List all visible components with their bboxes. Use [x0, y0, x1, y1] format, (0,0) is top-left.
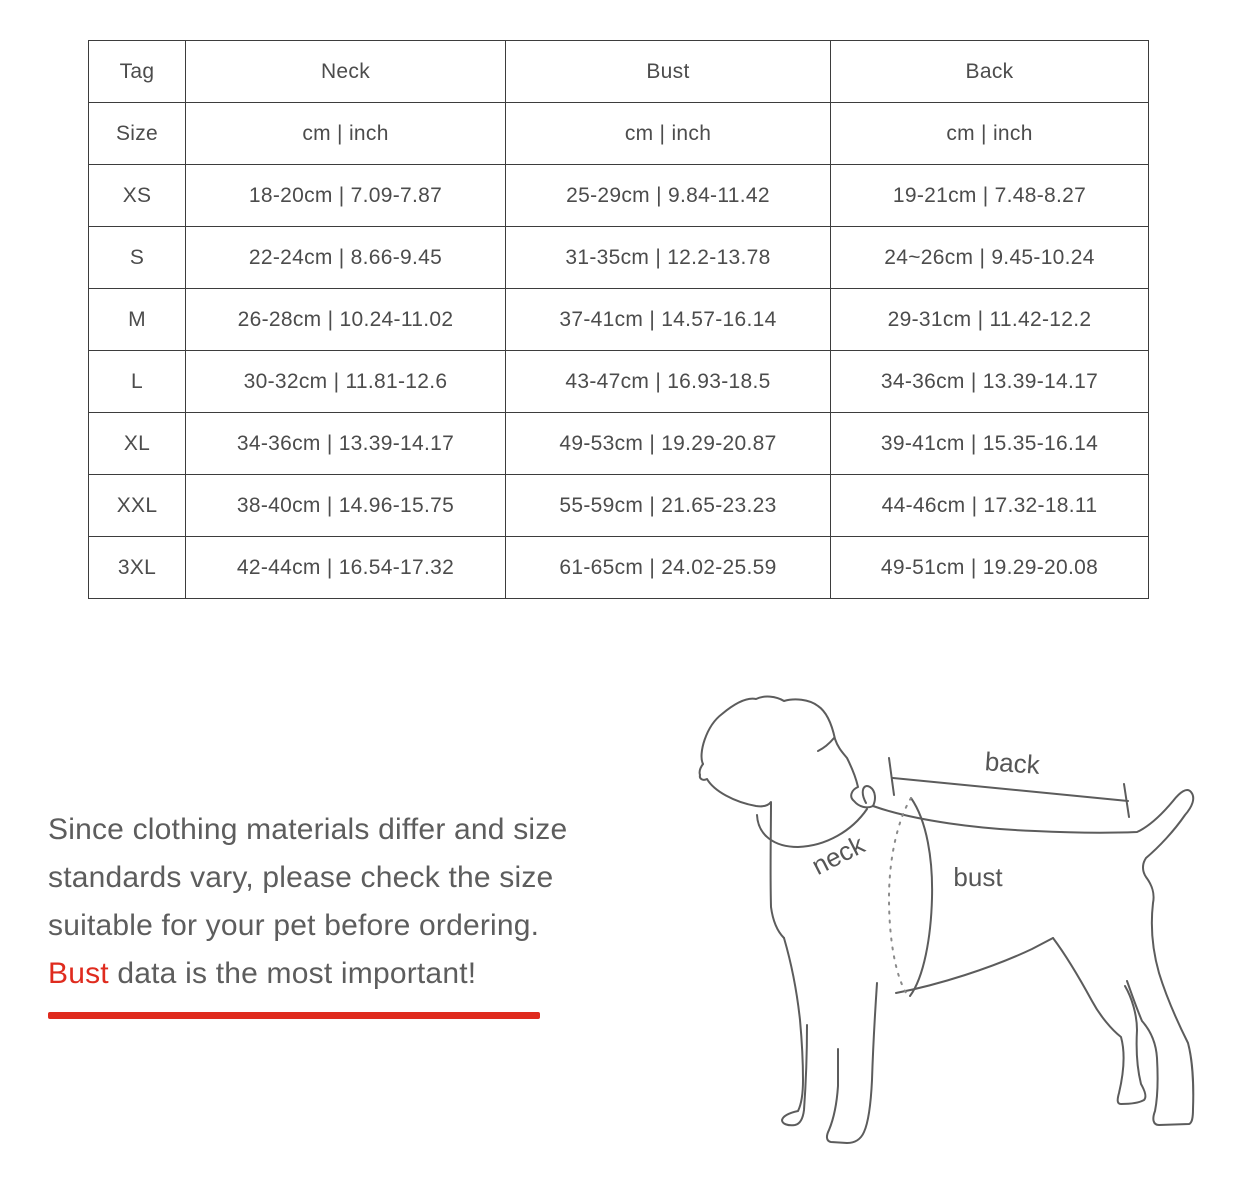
note-line-rest: data is the most important!: [108, 957, 477, 990]
table-header-row: [89, 41, 1149, 103]
header-back: Back: [831, 41, 1149, 103]
bust-girth-dashed: [889, 798, 911, 996]
size-cell: XXL: [89, 475, 186, 537]
dog-ear-line: [818, 738, 834, 751]
subheader-size: Size: [89, 103, 186, 165]
back-cell: 24~26cm | 9.45-10.24: [831, 227, 1149, 289]
bust-cell: 25-29cm | 9.84-11.42: [506, 165, 831, 227]
dog-head-outline: [702, 697, 873, 808]
bust-cell: 43-47cm | 16.93-18.5: [506, 351, 831, 413]
dog-measurement-diagram: [680, 680, 1242, 1192]
dog-belly-line: [896, 938, 1053, 993]
back-label: back: [983, 746, 1041, 780]
neck-label: neck: [806, 829, 870, 881]
dog-far-frontleg: [827, 983, 877, 1143]
dog-near-frontleg: [782, 938, 807, 1125]
table-row: [89, 165, 1149, 227]
note-line: standards vary, please check the size: [48, 861, 554, 894]
subheader-unit-bust: cm | inch: [506, 103, 831, 165]
neck-cell: 22-24cm | 8.66-9.45: [186, 227, 506, 289]
table-row: [89, 537, 1149, 599]
neck-cell: 34-36cm | 13.39-14.17: [186, 413, 506, 475]
note-line: [48, 950, 567, 998]
bust-cell: 37-41cm | 14.57-16.14: [506, 289, 831, 351]
dog-near-hindleg: [1053, 938, 1145, 1104]
size-table: [88, 40, 1149, 599]
note-line: Since clothing materials differ and size: [48, 813, 568, 846]
bust-girth-solid: [910, 798, 932, 996]
back-cell: 39-41cm | 15.35-16.14: [831, 413, 1149, 475]
neck-cell: 30-32cm | 11.81-12.6: [186, 351, 506, 413]
subheader-unit-neck: cm | inch: [186, 103, 506, 165]
back-cell: 49-51cm | 19.29-20.08: [831, 537, 1149, 599]
neck-cell: 18-20cm | 7.09-7.87: [186, 165, 506, 227]
bust-cell: 61-65cm | 24.02-25.59: [506, 537, 831, 599]
size-advice-note: [48, 806, 567, 998]
note-line: suitable for your pet before ordering.: [48, 909, 540, 942]
dog-muzzle-chest: [700, 764, 784, 938]
table-row: [89, 475, 1149, 537]
back-cell: 34-36cm | 13.39-14.17: [831, 351, 1149, 413]
bust-cell: 49-53cm | 19.29-20.87: [506, 413, 831, 475]
table-row: [89, 289, 1149, 351]
size-cell: L: [89, 351, 186, 413]
back-cell: 19-21cm | 7.48-8.27: [831, 165, 1149, 227]
bust-highlight: Bust: [48, 957, 109, 990]
bust-cell: 55-59cm | 21.65-23.23: [506, 475, 831, 537]
table-row: [89, 351, 1149, 413]
table-row: [89, 413, 1149, 475]
subheader-unit-back: cm | inch: [831, 103, 1149, 165]
size-cell: XS: [89, 165, 186, 227]
size-cell: S: [89, 227, 186, 289]
size-cell: 3XL: [89, 537, 186, 599]
bust-label: bust: [953, 862, 1003, 892]
table-subheader-row: [89, 103, 1149, 165]
table-row: [89, 227, 1149, 289]
dog-topline-tail-hindleg: [873, 790, 1193, 1125]
size-cell: M: [89, 289, 186, 351]
back-cell: 44-46cm | 17.32-18.11: [831, 475, 1149, 537]
neck-cell: 26-28cm | 10.24-11.02: [186, 289, 506, 351]
header-tag: Tag: [89, 41, 186, 103]
neck-cell: 42-44cm | 16.54-17.32: [186, 537, 506, 599]
size-cell: XL: [89, 413, 186, 475]
bust-cell: 31-35cm | 12.2-13.78: [506, 227, 831, 289]
header-bust: Bust: [506, 41, 831, 103]
note-underline: [48, 1012, 540, 1019]
header-neck: Neck: [186, 41, 506, 103]
neck-cell: 38-40cm | 14.96-15.75: [186, 475, 506, 537]
back-cell: 29-31cm | 11.42-12.2: [831, 289, 1149, 351]
